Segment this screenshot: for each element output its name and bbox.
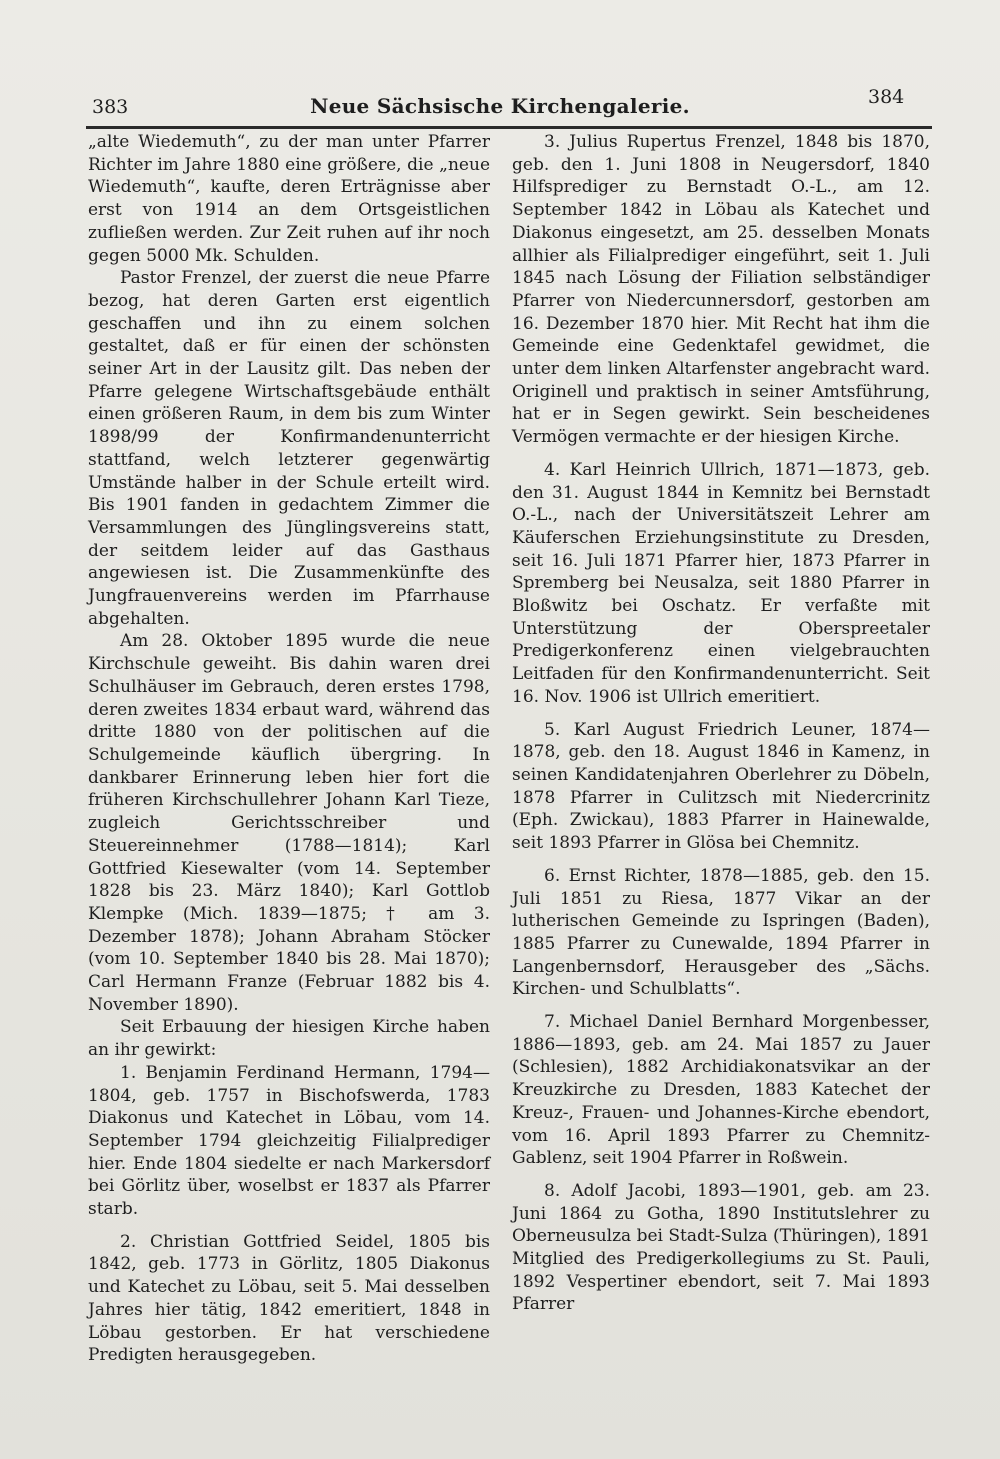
left-column [88,131,490,1367]
page-number-right: 384 [868,86,905,108]
running-title: Neue Sächsische Kirchengalerie. [310,94,690,118]
pastor-entry: 2. Christian Gottfried Seidel, 1805 bis 1842, geb. 1773 in Görlitz, 1805 Diakonus und Katechet zu Löbau, seit 5. Mai desselben Jahres hier tätig, 1842 emeritiert, 1848 in Löbau gestorben. Er hat verschiedene Predigten herausgegeben. [88,1231,490,1366]
pastor-entry: 5. Karl August Friedrich Leuner, 1874—1878, geb. den 18. August 1846 in Kamenz, in seinen Kandidatenjahren Oberlehrer zu Döbeln, 1878 Pfarrer in Culitzsch mit Niedercrinitz (Eph. Zwickau), 1883 Pfarrer in Hainewalde, seit 1893 Pfarrer in Glösa bei Chemnitz. [512,719,930,854]
paragraph: „alte Wiedemuth“, zu der man unter Pfarrer Richter im Jahre 1880 eine größere, die „neue Wiedemuth“, kaufte, deren Erträgnisse aber erst von 1914 an dem Ortsgeistlichen zufließen werden. Zur Zeit ruhen auf ihr noch gegen 5000 Mk. Schulden. [88,132,490,266]
pastor-entry: 1. Benjamin Ferdinand Hermann, 1794—1804, geb. 1757 in Bischofswerda, 1783 Diakonus und Katechet in Löbau, vom 14. September 1794 gleichzeitig Filialprediger hier. Ende 1804 siedelte er nach Markersdorf bei Görlitz über, woselbst er 1837 als Pfarrer starb. [88,1062,490,1220]
header-rule [86,126,932,129]
pastor-entry: 8. Adolf Jacobi, 1893—1901, geb. am 23. Juni 1864 zu Gotha, 1890 Institutslehrer zu Oberneusulza bei Stadt-Sulza (Thüringen), 1891 Mitglied des Predigerkollegiums zu St. Pauli, 1892 Vespertiner ebendort, seit 7. Mai 1893 Pfarrer [512,1180,930,1315]
page-number-left: 383 [92,96,129,118]
right-column [512,131,930,1316]
paragraph: Am 28. Oktober 1895 wurde die neue Kirchschule geweiht. Bis dahin waren drei Schulhäuser im Gebrauch, deren erstes 1798, deren zweites 1834 erbaut ward, während das dritte 1880 von der politischen auf die Schulgemeinde käuflich übergring. In dankbarer Erinnerung leben hier fort die früheren Kirchschullehrer Johann Karl Tieze, zugleich Gerichtsschreiber und Steuereinnehmer (1788—1814); Karl Gottfried Kiesewalter (vom 14. September 1828 bis 23. März 1840); Karl Gottlob Klempke (Mich. 1839—1875; † am 3. Dezember 1878); Johann Abraham Stöcker (vom 10. September 1840 bis 28. Mai 1870); Carl Hermann Franze (Februar 1882 bis 4. November 1890). [88,631,490,1015]
pastor-entry: 4. Karl Heinrich Ullrich, 1871—1873, geb. den 31. August 1844 in Kemnitz bei Bernstadt O.-L., nach der Universitätszeit Lehrer am Käuferschen Erziehungsinstitute zu Dresden, seit 16. Juli 1871 Pfarrer hier, 1873 Pfarrer in Spremberg bei Neusalza, seit 1880 Pfarrer in Bloßwitz bei Oschatz. Er verfaßte mit Unterstützung der Oberspreetaler Predigerkonferenz einen vielgebrauchten Leitfaden für den Konfirmandenunterricht. Seit 16. Nov. 1906 ist Ullrich emeritiert. [512,459,930,707]
paragraph: Seit Erbauung der hiesigen Kirche haben an ihr gewirkt: [88,1017,490,1061]
pastor-entry: 3. Julius Rupertus Frenzel, 1848 bis 1870, geb. den 1. Juni 1808 in Neugersdorf, 1840 Hilfsprediger zu Bernstadt O.-L., am 12. September 1842 in Löbau als Katechet und Diakonus eingesetzt, am 25. desselben Monats allhier als Filialprediger eingeführt, seit 1. Juli 1845 nach Lösung der Filiation selbständiger Pfarrer von Niedercunnersdorf, gestorben am 16. Dezember 1870 hier. Mit Recht hat ihm die Gemeinde eine Gedenktafel gewidmet, die unter dem linken Altarfenster angebracht ward. Originell und praktisch in seiner Amtsführung, hat er in Segen gewirkt. Sein bescheidenes Vermögen vermachte er der hiesigen Kirche. [512,132,930,448]
page-header [0,82,1000,122]
pastor-entry: 6. Ernst Richter, 1878—1885, geb. den 15. Juli 1851 zu Riesa, 1877 Vikar an der lutherischen Gemeinde zu Ispringen (Baden), 1885 Pfarrer zu Cunewalde, 1894 Pfarrer in Langenbernsdorf, Herausgeber des „Sächs. Kirchen- und Schulblatts“. [512,865,930,1000]
paragraph: Pastor Frenzel, der zuerst die neue Pfarre bezog, hat deren Garten erst eigentlich geschaffen und ihn zu einem solchen gestaltet, daß er für einen der schönsten seiner Art in der Lausitz gilt. Das neben der Pfarre gelegene Wirtschaftsgebäude enthält einen größeren Raum, in dem bis zum Winter 1898/99 der Konfirmandenunterricht stattfand, welch letzterer gegenwärtig Umstände halber in der Schule erteilt wird. Bis 1901 fanden in gedachtem Zimmer die Versammlungen des Jünglingsvereins statt, der seitdem leider auf das Gasthaus angewiesen ist. Die Zusammenkünfte des Jungfrauenvereins werden im Pfarrhause abgehalten. [88,268,490,629]
pastor-entry: 7. Michael Daniel Bernhard Morgenbesser, 1886—1893, geb. am 24. Mai 1857 zu Jauer (Schlesien), 1882 Archidiakonatsvikar an der Kreuzkirche zu Dresden, 1883 Katechet der Kreuz-, Frauen- und Johannes-Kirche ebendort, vom 16. April 1893 Pfarrer zu Chemnitz-Gablenz, seit 1904 Pfarrer in Roßwein. [512,1012,930,1169]
